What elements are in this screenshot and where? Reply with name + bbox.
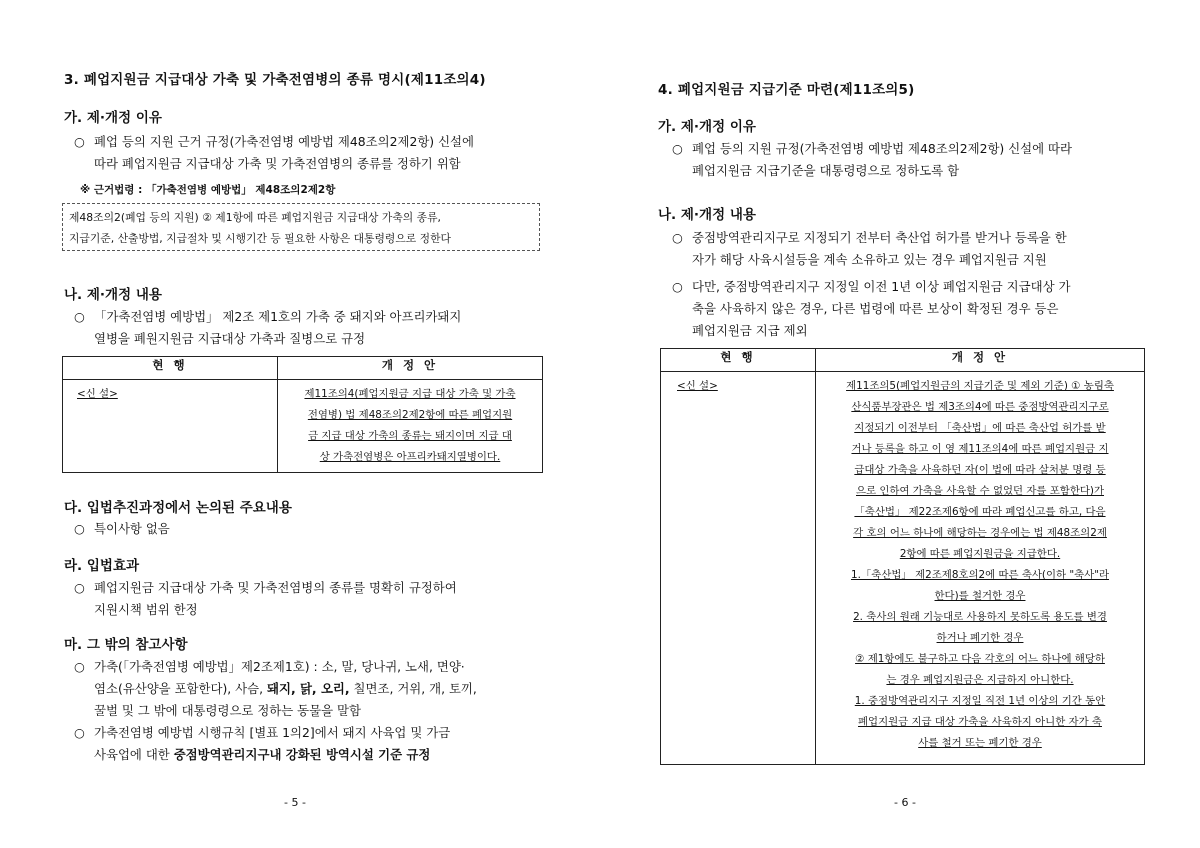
section-3-ga-bullet: ○ 폐업 등의 지원 근거 규정(가축전염병 예방법 제48조의2제2항) 신설에 따라 폐업지원금 지급대상 가축 및 가축전염병의 종류를 정하기 위함 <box>74 131 564 175</box>
table-cell-revision <box>816 372 1145 765</box>
revision-items-1 <box>822 565 1138 649</box>
comparison-table-right <box>660 348 1145 765</box>
table-cell-current: <신 설> <box>63 380 278 473</box>
table-header-revision: 개 정 안 <box>278 357 543 380</box>
page-number-right: - 6 - <box>894 796 916 809</box>
list-item: 1.「축산법」 제2조제8호의2에 따른 축사(이하 "축사"라 한다)를 철거한 경우 <box>850 569 1110 602</box>
section-3-ra-bullet: ○ 폐업지원금 지급대상 가축 및 가축전염병의 종류를 명확히 규정하여 지원시책 범위 한정 <box>74 577 564 621</box>
table-header-current: 현 행 <box>63 357 278 380</box>
section-4-na-bullet-1: ○ 중점방역관리지구로 지정되기 전부터 축산업 허가를 받거나 등록을 한 자가 해당 사육시설등을 계속 소유하고 있는 경우 폐업지원금 지원 <box>672 227 1152 271</box>
list-item: 1. 중점방역관리지구 지정일 직전 1년 이상의 기간 동안 폐업지원금 지급 대상 가축을 사육하지 아니한 자가 축 사를 철거 또는 폐기한 경우 <box>854 695 1106 749</box>
section-3-ma-title: 마. 그 밖의 참고사항 <box>64 637 188 653</box>
page-number-left: - 5 - <box>284 796 306 809</box>
circle-bullet-icon: ○ <box>74 725 85 740</box>
section-3-ra-title: 라. 입법효과 <box>64 558 140 574</box>
section-3-na-title: 나. 제·개정 내용 <box>64 287 162 303</box>
table-header-revision: 개 정 안 <box>816 349 1145 372</box>
section-3-na-bullet: ○ 「가축전염병 예방법」 제2조 제1호의 가축 중 돼지와 아프리카돼지 열병을 폐원지원금 지급대상 가축과 질병으로 규정 <box>74 306 564 350</box>
revision-paragraph-1: 제11조의5(폐업지원금의 지급기준 및 제외 기준) ① 농림축 산식품부장관은 법 제3조의4에 따른 중점방역관리지구로 지정되기 이전부터 「축산법」에 따른 축산업 허가를 받 거나 등록을 하고 이 영 제11조의4에 따른 폐업지원금 지 급대상 가축을 사육하던 자(이 법에 따라 살처분 명령 등 으로 인하여 가축을 사육할 수 없었던 자를 포함한다)가 「축산법」 제22조제6항에 따라 폐업신고를 하고, 다음 각 호의 어느 하나에 해당하는 경우에는 법 제48조의2제 2항에 따른 폐업지원금을 지급한다. <box>846 380 1114 560</box>
page-6 <box>600 0 1200 848</box>
section-3-title: 3. 폐업지원금 지급대상 가축 및 가축전염병의 종류 명시(제11조의4) <box>64 72 486 88</box>
basis-law-text-box: 제48조의2(폐업 등의 지원) ② 제1항에 따른 폐업지원금 지급대상 가축의 종류, 지급기준, 산출방법, 지급절차 및 시행기간 등 필요한 사항은 대통령령으로 정한다 <box>62 203 540 251</box>
section-3-da-bullet: ○ 특이사항 없음 <box>74 518 564 540</box>
circle-bullet-icon: ○ <box>672 279 683 294</box>
comparison-table-left <box>62 356 543 473</box>
revision-paragraph-2: ② 제1항에도 불구하고 다음 각호의 어느 하나에 해당하 는 경우 폐업지원금은 지급하지 아니한다. <box>855 653 1105 686</box>
circle-bullet-icon: ○ <box>74 309 85 324</box>
table-cell-revision: 제11조의4(폐업지원금 지급 대상 가축 및 가축 전염병) 법 제48조의2제2항에 따른 폐업지원 금 지급 대상 가축의 종류는 돼지이며 지급 대 상 가축전염병은 아프리카돼지열병이다. <box>278 380 543 473</box>
section-3-ma-bullet-1: ○ 가축(「가축전염병 예방법」제2조제1호) : 소, 말, 당나귀, 노새, 면양· 염소(유산양을 포함한다), 사슴, 돼지, 닭, 오리, 칠면조, 거위, 개, 토끼, 꿀벌 및 그 밖에 대통령령으로 정하는 동물을 말함 <box>74 656 564 722</box>
section-3-ma-bullet-2: ○ 가축전염병 예방법 시행규칙 [별표 1의2]에서 돼지 사육업 및 가금 사육업에 대한 중점방역관리지구내 강화된 방역시설 기준 규정 <box>74 722 564 766</box>
section-3-ga-title: 가. 제·개정 이유 <box>64 110 162 126</box>
circle-bullet-icon: ○ <box>74 521 85 536</box>
list-item: 2. 축사의 원래 기능대로 사용하지 못하도록 용도를 변경 하거나 폐기한 경우 <box>853 611 1107 644</box>
revision-items-2 <box>822 691 1138 754</box>
section-4-na-title: 나. 제·개정 내용 <box>658 207 756 223</box>
table-cell-current: <신 설> <box>661 372 816 765</box>
circle-bullet-icon: ○ <box>74 659 85 674</box>
section-4-na-bullet-2: ○ 다만, 중점방역관리지구 지정일 이전 1년 이상 폐업지원금 지급대상 가 축을 사육하지 않은 경우, 다른 법령에 따른 보상이 확정된 경우 등은 폐업지원금 지급 제외 <box>672 276 1152 342</box>
table-header-current: 현 행 <box>661 349 816 372</box>
circle-bullet-icon: ○ <box>74 134 85 149</box>
section-4-ga-bullet: ○ 폐업 등의 지원 규정(가축전염병 예방법 제48조의2제2항) 신설에 따라 폐업지원금 지급기준을 대통령령으로 정하도록 함 <box>672 138 1152 182</box>
section-4-ga-title: 가. 제·개정 이유 <box>658 119 756 135</box>
section-3-da-title: 다. 입법추진과정에서 논의된 주요내용 <box>64 500 292 516</box>
section-4-title: 4. 폐업지원금 지급기준 마련(제11조의5) <box>658 82 915 98</box>
circle-bullet-icon: ○ <box>74 580 85 595</box>
circle-bullet-icon: ○ <box>672 141 683 156</box>
basis-law-note: ※ 근거법령 : 「가축전염병 예방법」 제48조의2제2항 <box>80 184 336 196</box>
circle-bullet-icon: ○ <box>672 230 683 245</box>
